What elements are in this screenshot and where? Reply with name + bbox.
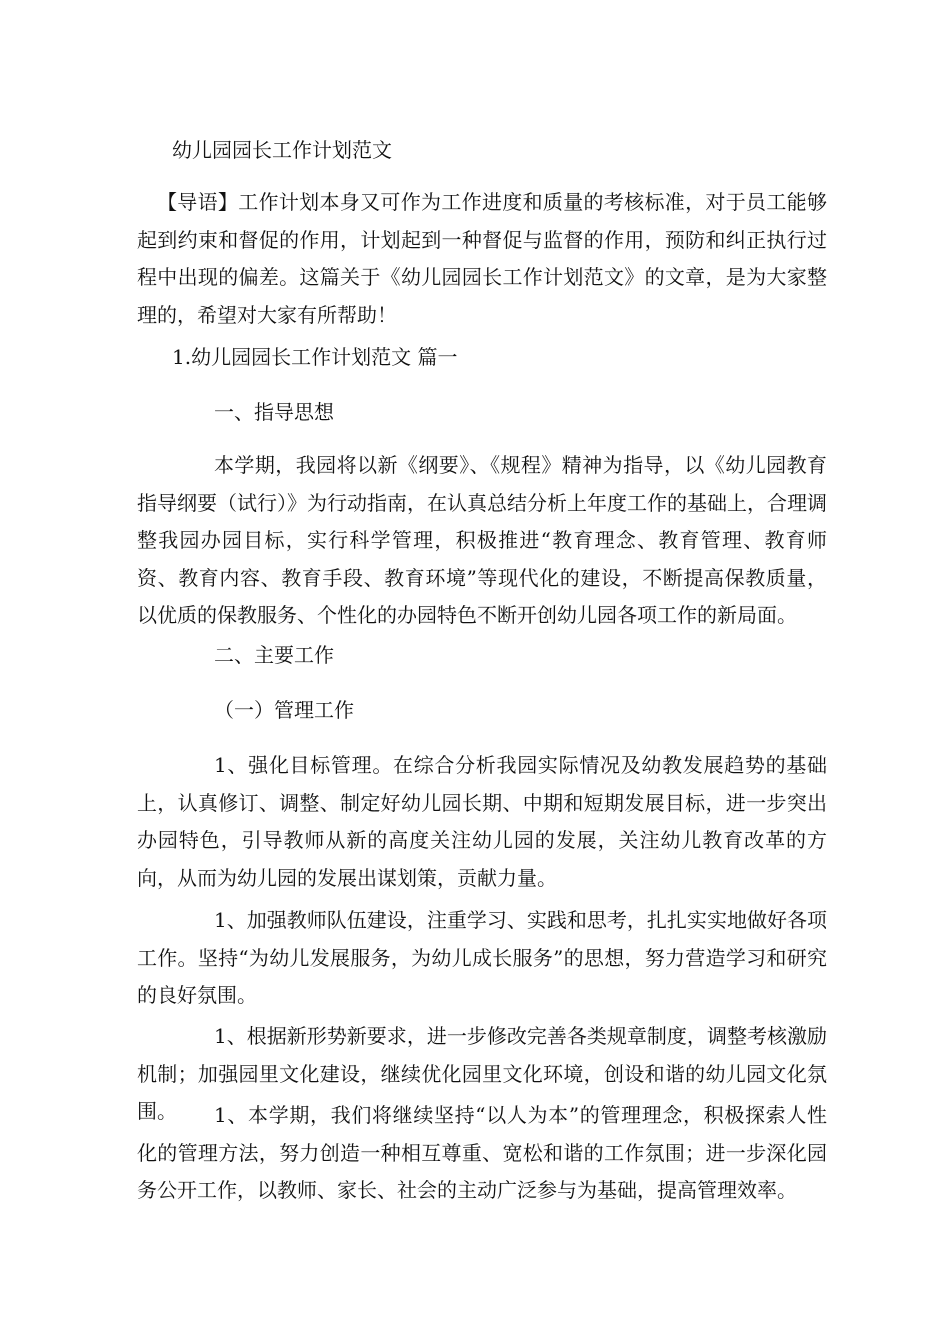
paragraph-people-oriented: 1、本学期，我们将继续坚持“以人为本”的管理理念，积极探索人性化的管理方法，努力创造一种相互尊重、宽松和谐的工作氛围；进一步深化园务公开工作，以教师、家长、社会的主动广泛参与为基础，提高管理效率。 xyxy=(137,1103,827,1202)
heading-guiding-ideology: 一、指导思想 xyxy=(214,400,334,424)
heading-management-work: （一）管理工作 xyxy=(214,698,354,722)
paragraph-target-management: 1、强化目标管理。在综合分析我园实际情况及幼教发展趋势的基础上，认真修订、调整、制定好幼儿园长期、中期和短期发展目标，进一步突出办园特色，引导教师从新的高度关注幼儿园的发展，关注幼儿教育改革的方向，从而为幼儿园的发展出谋划策，贡献力量。 xyxy=(137,753,827,890)
heading-main-work: 二、主要工作 xyxy=(214,643,334,667)
section-heading: 1.幼儿园园长工作计划范文 篇一 xyxy=(172,345,458,369)
document-title: 幼儿园园长工作计划范文 xyxy=(172,138,392,162)
paragraph-regulations: 1、根据新形势新要求，进一步修改完善各类规章制度，调整考核激励机制；加强园里文化建设，继续优化园里文化环境，创设和谐的幼儿园文化氛围。 xyxy=(137,1024,827,1123)
paragraph-teacher-team: 1、加强教师队伍建设，注重学习、实践和思考，扎扎实实地做好各项工作。坚持“为幼儿发展服务，为幼儿成长服务”的思想，努力营造学习和研究的良好氛围。 xyxy=(137,908,827,1007)
intro-paragraph: 【导语】工作计划本身又可作为工作进度和质量的考核标准，对于员工能够起到约束和督促的作用，计划起到一种督促与监督的作用，预防和纠正执行过程中出现的偏差。这篇关于《幼儿园园长工作计划范文》的文章，是为大家整理的，希望对大家有所帮助！ xyxy=(137,190,827,327)
paragraph-guiding-ideology: 本学期，我园将以新《纲要》、《规程》精神为指导，以《幼儿园教育指导纲要（试行）》为行动指南，在认真总结分析上年度工作的基础上，合理调整我园办园目标，实行科学管理，积极推进“教育理念、教育管理、教育师资、教育内容、教育手段、教育环境”等现代化的建设，不断提高保教质量，以优质的保教服务、个性化的办园特色不断开创幼儿园各项工作的新局面。 xyxy=(137,453,827,627)
